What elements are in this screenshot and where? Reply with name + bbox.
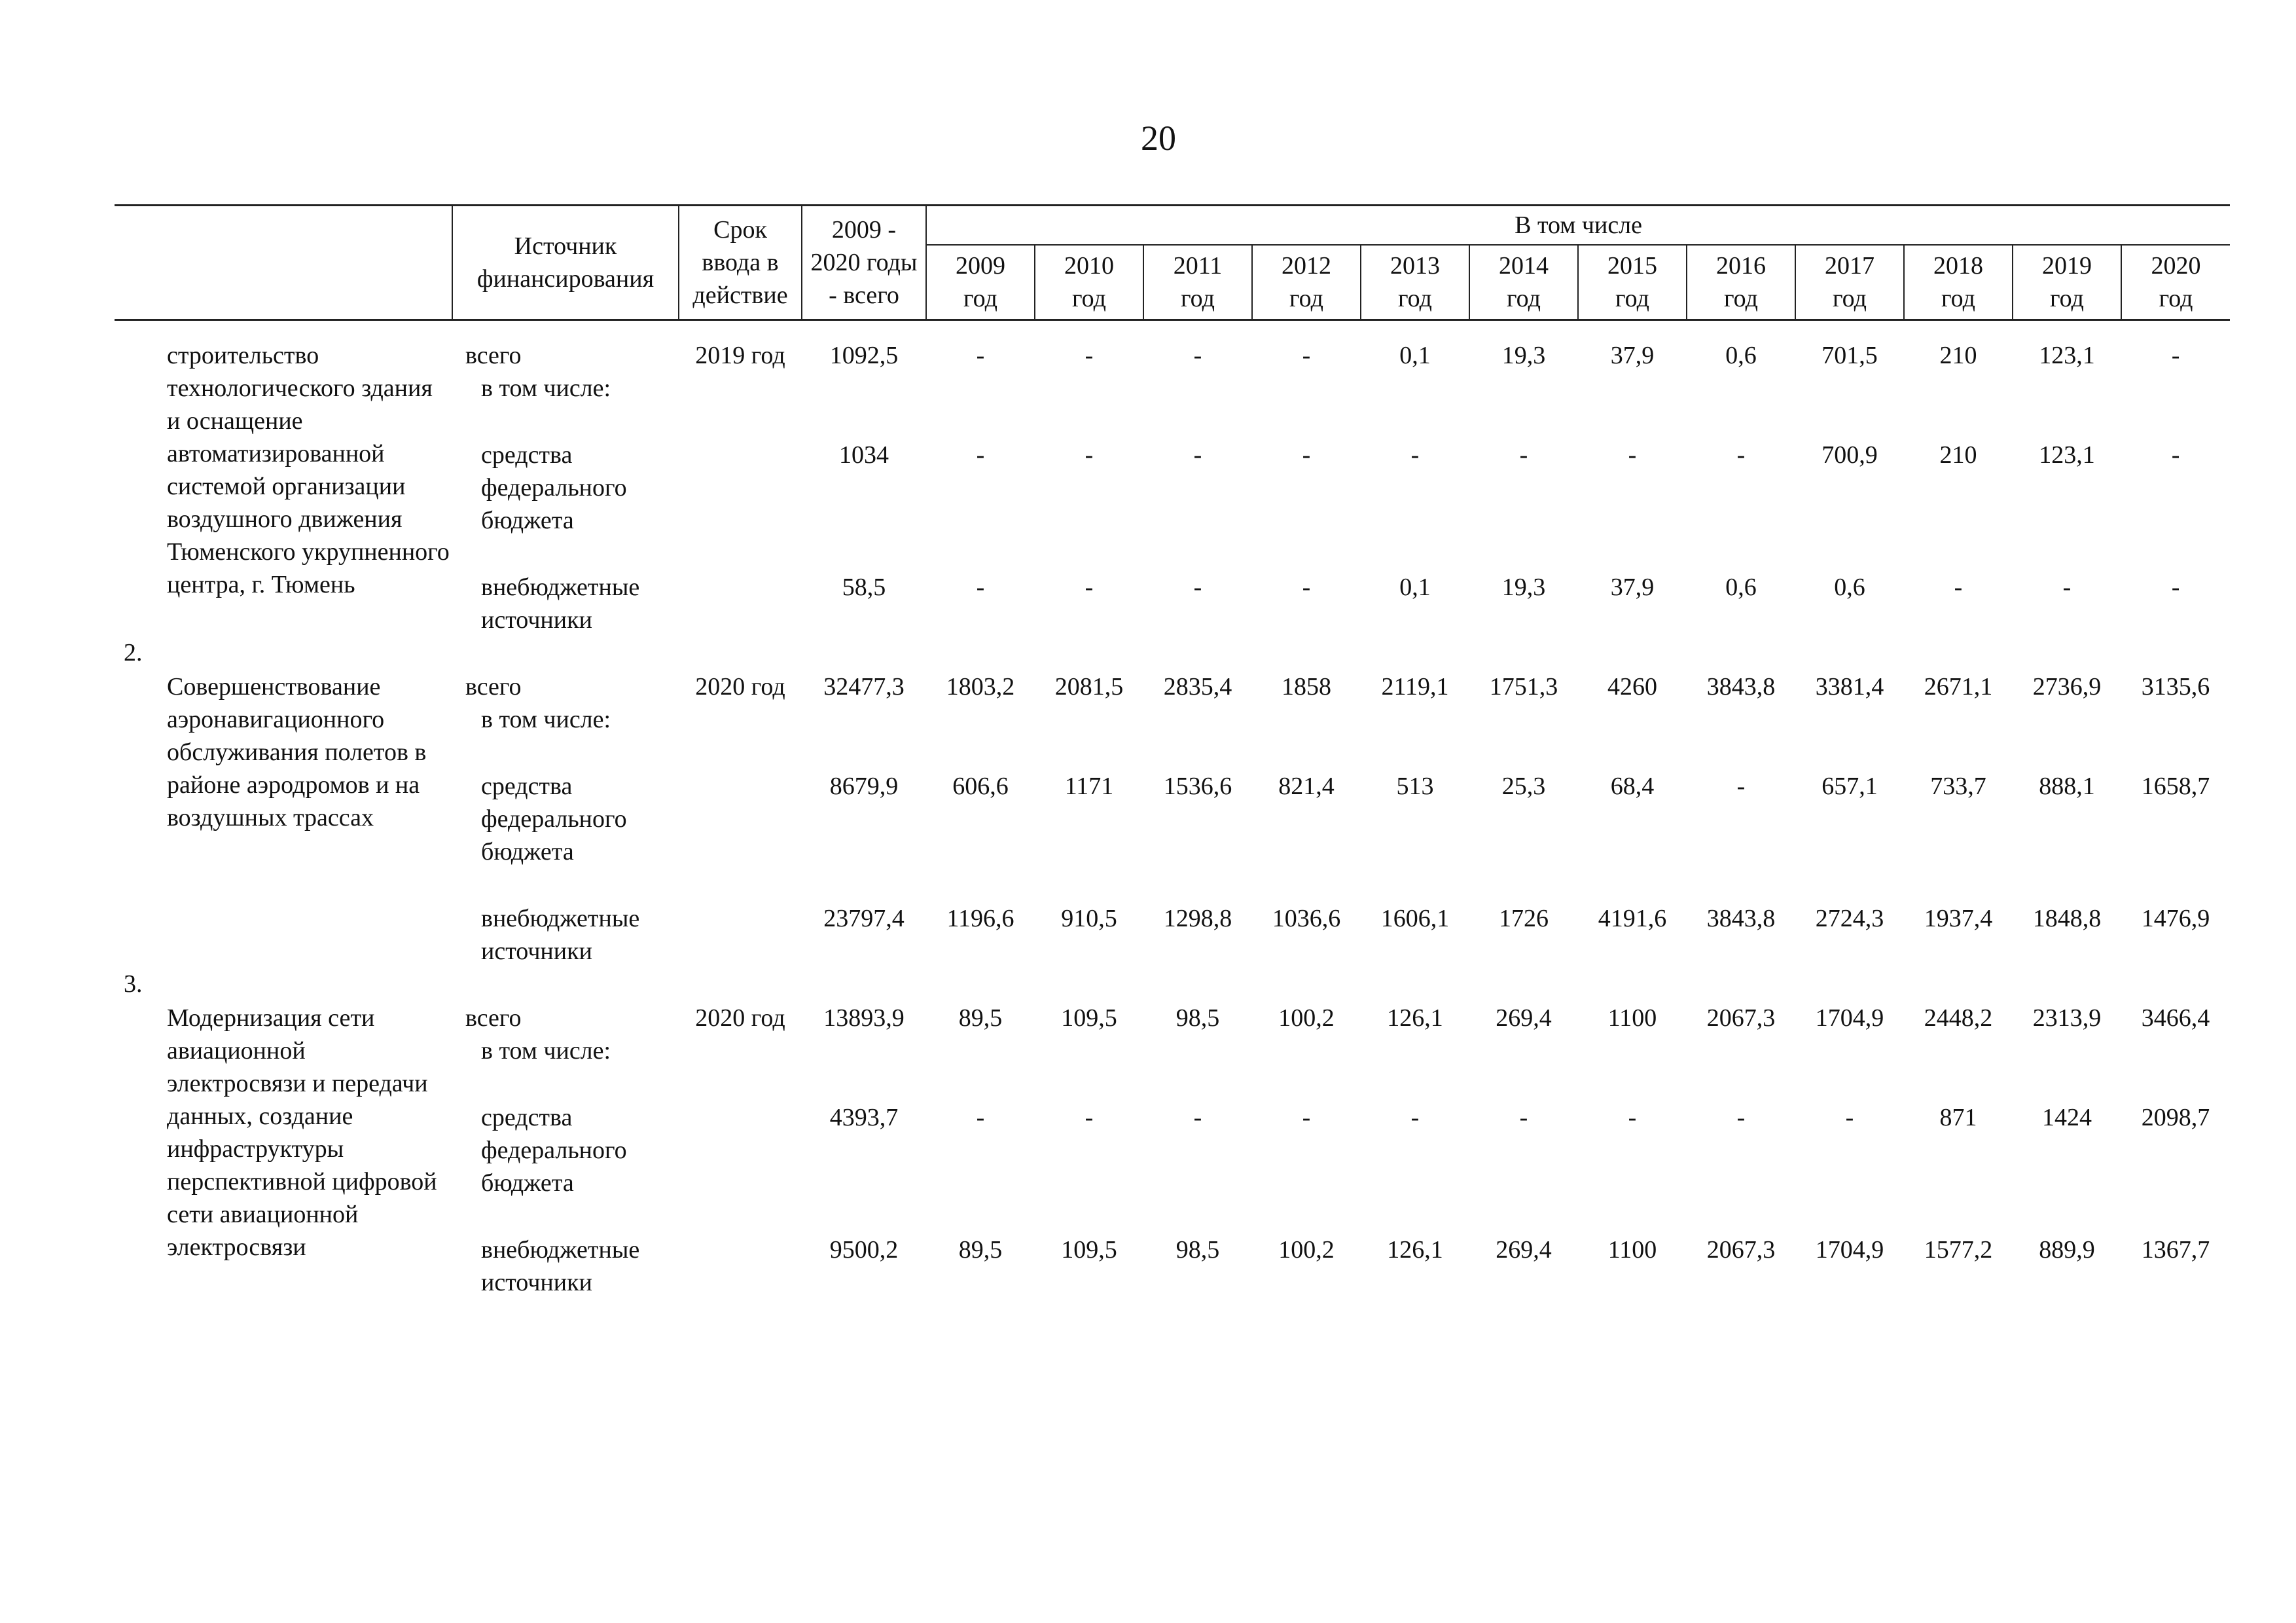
- year-cell-2016: 2067,3: [1706, 1236, 1776, 1264]
- year-cell-2009: -: [976, 574, 985, 601]
- year-cell-2017: 701,5: [1821, 342, 1878, 369]
- funding-source: [452, 1199, 679, 1299]
- year-cell-2020: 1476,9: [2141, 905, 2210, 932]
- financing-table: [115, 204, 2230, 1299]
- year-cell-2013: 126,1: [1387, 1236, 1443, 1264]
- header-year-unit: год: [1833, 285, 1867, 312]
- year-cell-2018: 210: [1939, 342, 1977, 369]
- commissioning-date: [679, 1199, 802, 1299]
- year-cell-2017: 657,1: [1821, 773, 1878, 800]
- funding-source-label: внебюджетные источники: [481, 905, 640, 965]
- year-cell-2014: 19,3: [1501, 574, 1546, 601]
- commissioning-date: [679, 537, 802, 636]
- year-cell-2016: 3843,8: [1706, 905, 1776, 932]
- year-cell-2014: -: [1519, 1104, 1528, 1131]
- year-cell-2011: 1536,6: [1163, 773, 1232, 800]
- year-cell-2015: 4260: [1607, 673, 1657, 701]
- header-year-unit: год: [1941, 285, 1975, 312]
- year-cell-2018: 2448,2: [1924, 1004, 1993, 1032]
- funding-source-label: средства федерального бюджета: [481, 441, 627, 534]
- year-cell-2017: -: [1845, 1104, 1854, 1131]
- year-cell-2020: 2098,7: [2141, 1104, 2210, 1131]
- header-year-number: 2015: [1607, 252, 1657, 280]
- year-cell-2016: -: [1736, 441, 1746, 469]
- year-cell-2010: 109,5: [1061, 1004, 1117, 1032]
- header-year-2014: [1469, 245, 1578, 320]
- page-number: 20: [1141, 119, 1176, 158]
- year-cell-2018: 1577,2: [1924, 1236, 1993, 1264]
- project-name: [115, 320, 452, 637]
- funding-source: [452, 736, 679, 868]
- header-year-number: 2010: [1064, 252, 1114, 280]
- year-cell-2020: -: [2171, 342, 2180, 369]
- header-year-unit: год: [963, 285, 997, 312]
- funding-source: [452, 405, 679, 537]
- year-cell-2015: -: [1628, 441, 1637, 469]
- year-cell-2010: -: [1085, 574, 1094, 601]
- header-year-number: 2019: [2042, 252, 2092, 280]
- year-cell-2010: -: [1085, 342, 1094, 369]
- year-cell-2015: 37,9: [1610, 574, 1655, 601]
- year-cell-2019: 2736,9: [2032, 673, 2102, 701]
- year-cell-2011: 98,5: [1175, 1004, 1220, 1032]
- year-cell-2019: 1848,8: [2032, 905, 2102, 932]
- year-cell-2013: 1606,1: [1380, 905, 1450, 932]
- year-cell-2010: -: [1085, 1104, 1094, 1131]
- year-cell-2015: 37,9: [1610, 342, 1655, 369]
- year-cell-2012: 1858: [1282, 673, 1331, 701]
- commissioning-date: 2020 год: [695, 1004, 785, 1032]
- header-year-2015: [1578, 245, 1687, 320]
- year-cell-2019: 888,1: [2039, 773, 2095, 800]
- project-number: 2.: [124, 639, 143, 666]
- header-srok: Срок ввода в действие: [679, 206, 802, 320]
- year-cell-2018: -: [1954, 574, 1963, 601]
- funding-source-label: средства федерального бюджета: [481, 773, 627, 866]
- table-row: [115, 636, 2230, 736]
- total-cell: 58,5: [842, 574, 886, 601]
- year-cell-2016: 0,6: [1725, 342, 1757, 369]
- project-title: Модернизация сети авиационной электросвязи и передачи данных, создание инфраструктуры перспективной цифровой сети авиационной электросвязи: [167, 1004, 437, 1261]
- header-year-unit: год: [1615, 285, 1649, 312]
- total-cell: 9500,2: [829, 1236, 899, 1264]
- year-cell-2019: -: [2062, 574, 2072, 601]
- project-name: [115, 636, 452, 968]
- year-cell-2010: 2081,5: [1054, 673, 1124, 701]
- year-cell-2014: 1751,3: [1489, 673, 1558, 701]
- year-cell-2010: 109,5: [1061, 1236, 1117, 1264]
- year-cell-2020: 1367,7: [2141, 1236, 2210, 1264]
- year-cell-2012: 100,2: [1278, 1004, 1335, 1032]
- header-year-unit: год: [1724, 285, 1758, 312]
- year-cell-2012: -: [1302, 441, 1311, 469]
- table-row: [115, 320, 2230, 405]
- total-cell: 4393,7: [829, 1104, 899, 1131]
- year-cell-2019: 123,1: [2039, 441, 2095, 469]
- year-cell-2015: 68,4: [1610, 773, 1655, 800]
- year-cell-2011: 1298,8: [1163, 905, 1232, 932]
- header-year-number: 2009: [956, 252, 1005, 280]
- year-cell-2016: 3843,8: [1706, 673, 1776, 701]
- year-cell-2020: 1658,7: [2141, 773, 2210, 800]
- year-cell-2017: 700,9: [1821, 441, 1878, 469]
- total-cell: 1092,5: [829, 342, 899, 369]
- table-header: [115, 206, 2230, 320]
- header-year-2020: [2121, 245, 2230, 320]
- year-cell-2009: -: [976, 1104, 985, 1131]
- year-cell-2012: 821,4: [1278, 773, 1335, 800]
- funding-source-label: внебюджетные источники: [481, 574, 640, 634]
- header-year-number: 2011: [1173, 252, 1223, 280]
- year-cell-2020: -: [2171, 441, 2180, 469]
- total-cell: 1034: [839, 441, 889, 469]
- year-cell-2017: 3381,4: [1815, 673, 1884, 701]
- year-cell-2009: -: [976, 342, 985, 369]
- year-cell-2018: 871: [1939, 1104, 1977, 1131]
- year-cell-2011: -: [1193, 342, 1202, 369]
- year-cell-2015: 4191,6: [1598, 905, 1667, 932]
- header-year-number: 2018: [1933, 252, 1983, 280]
- year-cell-2019: 889,9: [2039, 1236, 2095, 1264]
- year-cell-2010: 1171: [1064, 773, 1114, 800]
- year-cell-2017: 1704,9: [1815, 1236, 1884, 1264]
- commissioning-date: [679, 736, 802, 868]
- funding-source-label: всего: [465, 342, 522, 369]
- funding-source-sub: в том числе:: [481, 374, 611, 402]
- year-cell-2014: 269,4: [1496, 1236, 1552, 1264]
- year-cell-2015: 1100: [1607, 1236, 1657, 1264]
- year-cell-2020: 3466,4: [2141, 1004, 2210, 1032]
- year-cell-2012: 100,2: [1278, 1236, 1335, 1264]
- year-cell-2017: 0,6: [1834, 574, 1865, 601]
- year-cell-2018: 210: [1939, 441, 1977, 469]
- year-cell-2014: 25,3: [1501, 773, 1546, 800]
- year-cell-2011: -: [1193, 574, 1202, 601]
- year-cell-2011: -: [1193, 441, 1202, 469]
- year-cell-2013: 126,1: [1387, 1004, 1443, 1032]
- year-cell-2012: 1036,6: [1272, 905, 1341, 932]
- header-source: Источник финансирования: [452, 206, 679, 320]
- year-cell-2016: 0,6: [1725, 574, 1757, 601]
- total-cell: 32477,3: [823, 673, 905, 701]
- project-number: 3.: [124, 970, 143, 998]
- year-cell-2014: 1726: [1499, 905, 1549, 932]
- header-year-unit: год: [1398, 285, 1432, 312]
- year-cell-2018: 733,7: [1930, 773, 1986, 800]
- commissioning-date: 2020 год: [695, 673, 785, 701]
- header-total: 2009 - 2020 годы - всего: [802, 206, 926, 320]
- year-cell-2013: -: [1410, 1104, 1420, 1131]
- table-body: [115, 320, 2230, 1300]
- total-cell: 8679,9: [829, 773, 899, 800]
- funding-source-sub: в том числе:: [481, 1037, 611, 1065]
- year-cell-2018: 2671,1: [1924, 673, 1993, 701]
- header-year-unit: год: [1289, 285, 1323, 312]
- funding-source: [452, 868, 679, 968]
- header-year-2011: [1143, 245, 1252, 320]
- year-cell-2010: -: [1085, 441, 1094, 469]
- commissioning-date: [679, 405, 802, 537]
- header-in-that: В том числе: [926, 206, 2230, 246]
- year-cell-2009: -: [976, 441, 985, 469]
- year-cell-2014: -: [1519, 441, 1528, 469]
- header-year-unit: год: [2050, 285, 2084, 312]
- year-cell-2013: 0,1: [1399, 342, 1431, 369]
- header-year-2009: [926, 245, 1035, 320]
- project-title: строительство технологического здания и оснащение автоматизированной системой организации воздушного движения Тюменского укрупненного центра, г. Тюмень: [167, 342, 450, 598]
- year-cell-2009: 1803,2: [946, 673, 1015, 701]
- year-cell-2019: 2313,9: [2032, 1004, 2102, 1032]
- funding-source-label: всего: [465, 1004, 522, 1032]
- header-year-2013: [1361, 245, 1469, 320]
- header-year-number: 2017: [1825, 252, 1874, 280]
- funding-source-label: средства федерального бюджета: [481, 1104, 627, 1197]
- year-cell-2015: 1100: [1607, 1004, 1657, 1032]
- year-cell-2013: -: [1410, 441, 1420, 469]
- year-cell-2018: 1937,4: [1924, 905, 1993, 932]
- year-cell-2013: 0,1: [1399, 574, 1431, 601]
- funding-source-label: внебюджетные источники: [481, 1236, 640, 1296]
- header-year-unit: год: [1507, 285, 1541, 312]
- commissioning-date: [679, 1067, 802, 1199]
- total-cell: 13893,9: [823, 1004, 905, 1032]
- commissioning-date: [679, 868, 802, 968]
- header-year-2019: [2013, 245, 2121, 320]
- header-year-number: 2020: [2151, 252, 2201, 280]
- year-cell-2015: -: [1628, 1104, 1637, 1131]
- header-year-2018: [1904, 245, 2013, 320]
- year-cell-2016: -: [1736, 1104, 1746, 1131]
- year-cell-2010: 910,5: [1061, 905, 1117, 932]
- year-cell-2016: 2067,3: [1706, 1004, 1776, 1032]
- header-year-2016: [1687, 245, 1795, 320]
- year-cell-2009: 89,5: [958, 1004, 1003, 1032]
- total-cell: 23797,4: [823, 905, 905, 932]
- year-cell-2017: 1704,9: [1815, 1004, 1884, 1032]
- header-year-unit: год: [2159, 285, 2193, 312]
- funding-source: [452, 636, 679, 736]
- year-cell-2009: 606,6: [952, 773, 1009, 800]
- funding-source-label: всего: [465, 673, 522, 701]
- year-cell-2020: -: [2171, 574, 2180, 601]
- header-year-unit: год: [1072, 285, 1106, 312]
- header-year-unit: год: [1181, 285, 1215, 312]
- year-cell-2013: 513: [1396, 773, 1434, 800]
- table-row: [115, 968, 2230, 1067]
- funding-source-sub: в том числе:: [481, 706, 611, 733]
- header-year-number: 2014: [1499, 252, 1549, 280]
- header-blank: [115, 206, 452, 320]
- year-cell-2012: -: [1302, 1104, 1311, 1131]
- project-name: [115, 968, 452, 1299]
- project-title: Совершенствование аэронавигационного обслуживания полетов в районе аэродромов и на воздушных трассах: [167, 673, 427, 831]
- header-year-2017: [1795, 245, 1904, 320]
- header-year-2010: [1035, 245, 1143, 320]
- year-cell-2020: 3135,6: [2141, 673, 2210, 701]
- funding-source: [452, 1067, 679, 1199]
- year-cell-2017: 2724,3: [1815, 905, 1884, 932]
- year-cell-2011: 98,5: [1175, 1236, 1220, 1264]
- year-cell-2016: -: [1736, 773, 1746, 800]
- funding-source: [452, 320, 679, 405]
- year-cell-2019: 123,1: [2039, 342, 2095, 369]
- header-year-2012: [1252, 245, 1361, 320]
- header-year-number: 2012: [1282, 252, 1331, 280]
- year-cell-2014: 269,4: [1496, 1004, 1552, 1032]
- year-cell-2012: -: [1302, 574, 1311, 601]
- commissioning-date: 2019 год: [695, 342, 785, 369]
- year-cell-2014: 19,3: [1501, 342, 1546, 369]
- year-cell-2012: -: [1302, 342, 1311, 369]
- header-year-number: 2013: [1390, 252, 1440, 280]
- year-cell-2011: 2835,4: [1163, 673, 1232, 701]
- funding-source: [452, 968, 679, 1067]
- year-cell-2009: 89,5: [958, 1236, 1003, 1264]
- year-cell-2011: -: [1193, 1104, 1202, 1131]
- year-cell-2019: 1424: [2042, 1104, 2092, 1131]
- year-cell-2013: 2119,1: [1381, 673, 1449, 701]
- funding-source: [452, 537, 679, 636]
- header-year-number: 2016: [1716, 252, 1766, 280]
- year-cell-2009: 1196,6: [946, 905, 1014, 932]
